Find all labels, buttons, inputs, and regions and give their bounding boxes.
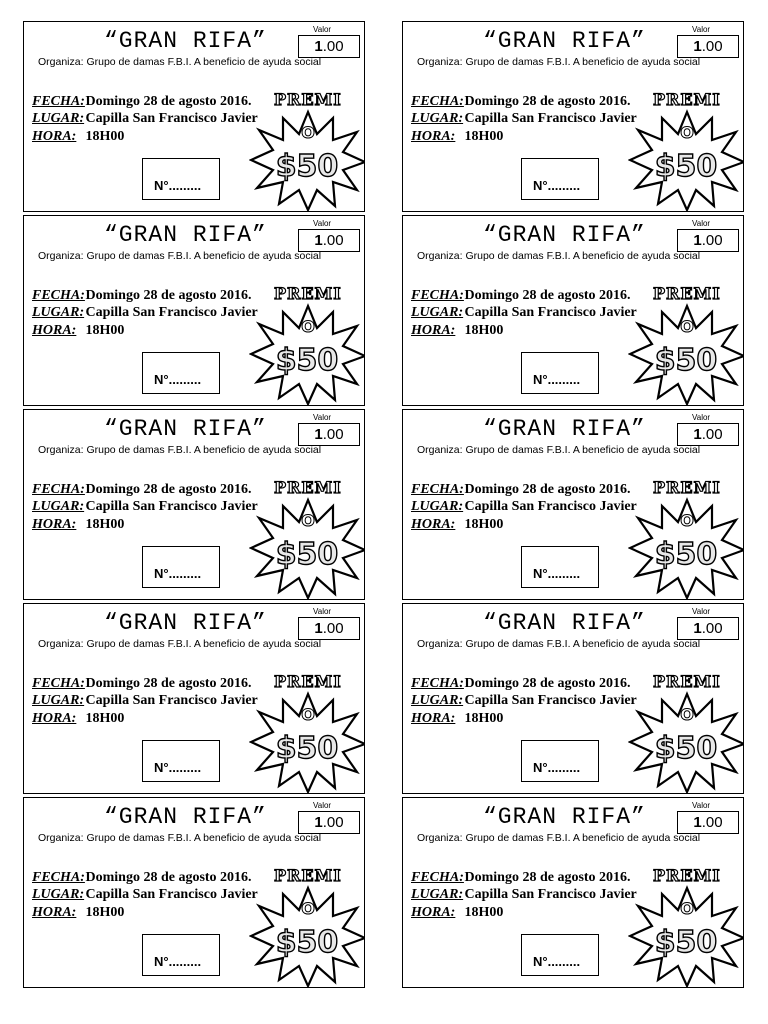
valor-cents: .00 (322, 232, 344, 249)
fecha-value: Domingo 28 de agosto 2016. (85, 288, 252, 303)
ticket-title: “GRAN RIFA” (483, 222, 646, 248)
raffle-ticket (402, 603, 744, 794)
ticket-title: “GRAN RIFA” (104, 416, 267, 442)
prize-starburst-icon (628, 104, 744, 212)
fecha-value: Domingo 28 de agosto 2016. (85, 94, 252, 109)
prize-o-text: O (680, 511, 694, 530)
ticket-number-box (142, 158, 220, 200)
hora-value: 18H00 (85, 323, 125, 338)
valor-label: Valor (692, 219, 711, 228)
fecha-row (411, 288, 631, 304)
lugar-label: LUGAR: (411, 305, 464, 320)
fecha-label: FECHA: (411, 676, 464, 691)
ticket-number-box (521, 934, 599, 976)
valor-label: Valor (313, 25, 332, 34)
ticket-title: “GRAN RIFA” (483, 416, 646, 442)
valor-label: Valor (313, 413, 332, 422)
ticket-number-box (521, 352, 599, 394)
prize-starburst-icon (249, 492, 365, 600)
lugar-value: Capilla San Francisco Javier (85, 111, 258, 126)
valor-cents: .00 (701, 232, 723, 249)
ticket-number-label: N°......... (154, 760, 202, 775)
prize-label: PREMI (653, 90, 721, 109)
valor-cents: .00 (322, 814, 344, 831)
fecha-value: Domingo 28 de agosto 2016. (464, 676, 631, 691)
lugar-value: Capilla San Francisco Javier (85, 499, 258, 514)
hora-row (411, 129, 503, 145)
hora-value: 18H00 (85, 517, 125, 532)
valor-box (298, 35, 360, 58)
fecha-label: FECHA: (411, 288, 464, 303)
prize-starburst-icon (249, 880, 365, 988)
fecha-label: FECHA: (32, 482, 85, 497)
valor-main: 1 (314, 38, 323, 55)
valor-cents: .00 (701, 814, 723, 831)
lugar-row (32, 693, 258, 709)
hora-label: HORA: (32, 129, 77, 144)
fecha-value: Domingo 28 de agosto 2016. (464, 482, 631, 497)
lugar-row (411, 887, 637, 903)
lugar-value: Capilla San Francisco Javier (464, 111, 637, 126)
ticket-title: “GRAN RIFA” (104, 804, 267, 830)
hora-value: 18H00 (464, 711, 504, 726)
raffle-ticket (402, 797, 744, 988)
prize-amount-text: $50 (654, 537, 718, 572)
prize-starburst-icon (628, 686, 744, 794)
ticket-number-label: N°......... (533, 954, 581, 969)
lugar-row (32, 111, 258, 127)
ticket-number-box (142, 934, 220, 976)
prize-starburst-icon (628, 880, 744, 988)
valor-box (298, 423, 360, 446)
valor-cents: .00 (322, 38, 344, 55)
ticket-number-label: N°......... (533, 566, 581, 581)
lugar-label: LUGAR: (32, 499, 85, 514)
raffle-ticket (23, 21, 365, 212)
hora-row (411, 517, 503, 533)
fecha-row (32, 94, 252, 110)
ticket-number-box (521, 546, 599, 588)
lugar-value: Capilla San Francisco Javier (85, 693, 258, 708)
fecha-label: FECHA: (32, 94, 85, 109)
prize-o-text: O (301, 317, 315, 336)
lugar-value: Capilla San Francisco Javier (464, 693, 637, 708)
valor-box (677, 811, 739, 834)
prize-label: PREMI (274, 284, 342, 303)
ticket-number-label: N°......... (154, 566, 202, 581)
lugar-row (411, 499, 637, 515)
hora-row (32, 323, 124, 339)
valor-cents: .00 (322, 620, 344, 637)
lugar-label: LUGAR: (32, 693, 85, 708)
ticket-number-label: N°......... (533, 178, 581, 193)
valor-cents: .00 (701, 426, 723, 443)
ticket-number-box (521, 158, 599, 200)
hora-value: 18H00 (464, 517, 504, 532)
fecha-value: Domingo 28 de agosto 2016. (85, 870, 252, 885)
prize-o-text: O (680, 705, 694, 724)
ticket-number-box (142, 352, 220, 394)
fecha-value: Domingo 28 de agosto 2016. (85, 676, 252, 691)
fecha-row (411, 676, 631, 692)
raffle-ticket (23, 797, 365, 988)
valor-label: Valor (313, 801, 332, 810)
valor-label: Valor (313, 607, 332, 616)
hora-row (32, 905, 124, 921)
organizer-text: Organiza: Grupo de damas F.B.I. A beneficio de ayuda social (38, 638, 322, 650)
fecha-row (411, 94, 631, 110)
raffle-ticket (402, 21, 744, 212)
prize-o-text: O (301, 123, 315, 142)
lugar-row (411, 693, 637, 709)
organizer-text: Organiza: Grupo de damas F.B.I. A beneficio de ayuda social (38, 250, 322, 262)
lugar-row (32, 305, 258, 321)
valor-main: 1 (693, 426, 702, 443)
hora-value: 18H00 (464, 323, 504, 338)
organizer-text: Organiza: Grupo de damas F.B.I. A beneficio de ayuda social (417, 638, 701, 650)
fecha-row (32, 288, 252, 304)
hora-label: HORA: (411, 129, 456, 144)
valor-main: 1 (693, 38, 702, 55)
fecha-label: FECHA: (32, 288, 85, 303)
hora-value: 18H00 (464, 905, 504, 920)
fecha-label: FECHA: (411, 94, 464, 109)
lugar-label: LUGAR: (411, 693, 464, 708)
fecha-value: Domingo 28 de agosto 2016. (464, 288, 631, 303)
ticket-number-label: N°......... (533, 760, 581, 775)
valor-box (677, 229, 739, 252)
valor-label: Valor (692, 607, 711, 616)
lugar-value: Capilla San Francisco Javier (85, 305, 258, 320)
fecha-label: FECHA: (32, 676, 85, 691)
hora-label: HORA: (411, 323, 456, 338)
fecha-row (32, 482, 252, 498)
prize-starburst-icon (249, 104, 365, 212)
prize-label: PREMI (274, 866, 342, 885)
prize-label: PREMI (653, 284, 721, 303)
fecha-row (411, 870, 631, 886)
lugar-label: LUGAR: (32, 111, 85, 126)
prize-o-text: O (680, 317, 694, 336)
prize-amount-text: $50 (275, 925, 339, 960)
hora-value: 18H00 (85, 129, 125, 144)
lugar-row (411, 111, 637, 127)
ticket-title: “GRAN RIFA” (483, 804, 646, 830)
lugar-label: LUGAR: (32, 305, 85, 320)
ticket-title: “GRAN RIFA” (104, 610, 267, 636)
hora-value: 18H00 (464, 129, 504, 144)
prize-starburst-icon (249, 686, 365, 794)
lugar-value: Capilla San Francisco Javier (464, 887, 637, 902)
fecha-value: Domingo 28 de agosto 2016. (464, 94, 631, 109)
raffle-ticket (23, 215, 365, 406)
ticket-number-label: N°......... (154, 372, 202, 387)
prize-amount-text: $50 (654, 925, 718, 960)
organizer-text: Organiza: Grupo de damas F.B.I. A beneficio de ayuda social (417, 832, 701, 844)
lugar-label: LUGAR: (411, 499, 464, 514)
valor-cents: .00 (701, 38, 723, 55)
raffle-ticket (23, 603, 365, 794)
ticket-title: “GRAN RIFA” (483, 610, 646, 636)
fecha-label: FECHA: (32, 870, 85, 885)
prize-amount-text: $50 (275, 731, 339, 766)
valor-label: Valor (692, 801, 711, 810)
hora-label: HORA: (32, 711, 77, 726)
hora-label: HORA: (32, 905, 77, 920)
ticket-title: “GRAN RIFA” (104, 28, 267, 54)
prize-amount-text: $50 (275, 149, 339, 184)
prize-o-text: O (301, 511, 315, 530)
valor-box (677, 423, 739, 446)
lugar-label: LUGAR: (32, 887, 85, 902)
hora-row (411, 323, 503, 339)
hora-value: 18H00 (85, 905, 125, 920)
prize-label: PREMI (274, 672, 342, 691)
organizer-text: Organiza: Grupo de damas F.B.I. A beneficio de ayuda social (38, 56, 322, 68)
ticket-number-label: N°......... (533, 372, 581, 387)
lugar-label: LUGAR: (411, 111, 464, 126)
prize-label: PREMI (274, 90, 342, 109)
ticket-number-box (521, 740, 599, 782)
fecha-value: Domingo 28 de agosto 2016. (464, 870, 631, 885)
organizer-text: Organiza: Grupo de damas F.B.I. A beneficio de ayuda social (417, 250, 701, 262)
hora-row (32, 517, 124, 533)
prize-amount-text: $50 (654, 731, 718, 766)
ticket-title: “GRAN RIFA” (483, 28, 646, 54)
organizer-text: Organiza: Grupo de damas F.B.I. A beneficio de ayuda social (38, 444, 322, 456)
valor-label: Valor (692, 413, 711, 422)
fecha-label: FECHA: (411, 482, 464, 497)
valor-label: Valor (313, 219, 332, 228)
lugar-row (411, 305, 637, 321)
valor-main: 1 (314, 232, 323, 249)
fecha-value: Domingo 28 de agosto 2016. (85, 482, 252, 497)
prize-label: PREMI (274, 478, 342, 497)
hora-label: HORA: (411, 517, 456, 532)
ticket-number-box (142, 546, 220, 588)
hora-row (411, 711, 503, 727)
hora-label: HORA: (411, 711, 456, 726)
valor-main: 1 (314, 426, 323, 443)
prize-label: PREMI (653, 866, 721, 885)
hora-label: HORA: (411, 905, 456, 920)
ticket-title: “GRAN RIFA” (104, 222, 267, 248)
prize-o-text: O (680, 123, 694, 142)
prize-o-text: O (301, 899, 315, 918)
lugar-value: Capilla San Francisco Javier (464, 305, 637, 320)
valor-cents: .00 (322, 426, 344, 443)
prize-amount-text: $50 (654, 343, 718, 378)
ticket-number-label: N°......... (154, 954, 202, 969)
valor-main: 1 (314, 814, 323, 831)
hora-label: HORA: (32, 323, 77, 338)
lugar-row (32, 499, 258, 515)
ticket-number-box (142, 740, 220, 782)
fecha-row (411, 482, 631, 498)
prize-starburst-icon (249, 298, 365, 406)
ticket-number-label: N°......... (154, 178, 202, 193)
organizer-text: Organiza: Grupo de damas F.B.I. A beneficio de ayuda social (417, 56, 701, 68)
prize-starburst-icon (628, 298, 744, 406)
raffle-ticket (402, 215, 744, 406)
hora-row (411, 905, 503, 921)
prize-label: PREMI (653, 672, 721, 691)
valor-box (677, 35, 739, 58)
fecha-label: FECHA: (411, 870, 464, 885)
valor-main: 1 (693, 232, 702, 249)
prize-amount-text: $50 (275, 537, 339, 572)
hora-row (32, 129, 124, 145)
prize-o-text: O (301, 705, 315, 724)
hora-row (32, 711, 124, 727)
prize-label: PREMI (653, 478, 721, 497)
hora-value: 18H00 (85, 711, 125, 726)
valor-box (677, 617, 739, 640)
valor-main: 1 (693, 814, 702, 831)
valor-box (298, 229, 360, 252)
valor-box (298, 811, 360, 834)
prize-o-text: O (680, 899, 694, 918)
raffle-ticket (23, 409, 365, 600)
lugar-value: Capilla San Francisco Javier (464, 499, 637, 514)
lugar-label: LUGAR: (411, 887, 464, 902)
valor-label: Valor (692, 25, 711, 34)
raffle-ticket (402, 409, 744, 600)
lugar-value: Capilla San Francisco Javier (85, 887, 258, 902)
organizer-text: Organiza: Grupo de damas F.B.I. A beneficio de ayuda social (38, 832, 322, 844)
fecha-row (32, 870, 252, 886)
hora-label: HORA: (32, 517, 77, 532)
fecha-row (32, 676, 252, 692)
prize-amount-text: $50 (654, 149, 718, 184)
valor-cents: .00 (701, 620, 723, 637)
organizer-text: Organiza: Grupo de damas F.B.I. A beneficio de ayuda social (417, 444, 701, 456)
valor-main: 1 (693, 620, 702, 637)
valor-box (298, 617, 360, 640)
prize-starburst-icon (628, 492, 744, 600)
lugar-row (32, 887, 258, 903)
prize-amount-text: $50 (275, 343, 339, 378)
valor-main: 1 (314, 620, 323, 637)
